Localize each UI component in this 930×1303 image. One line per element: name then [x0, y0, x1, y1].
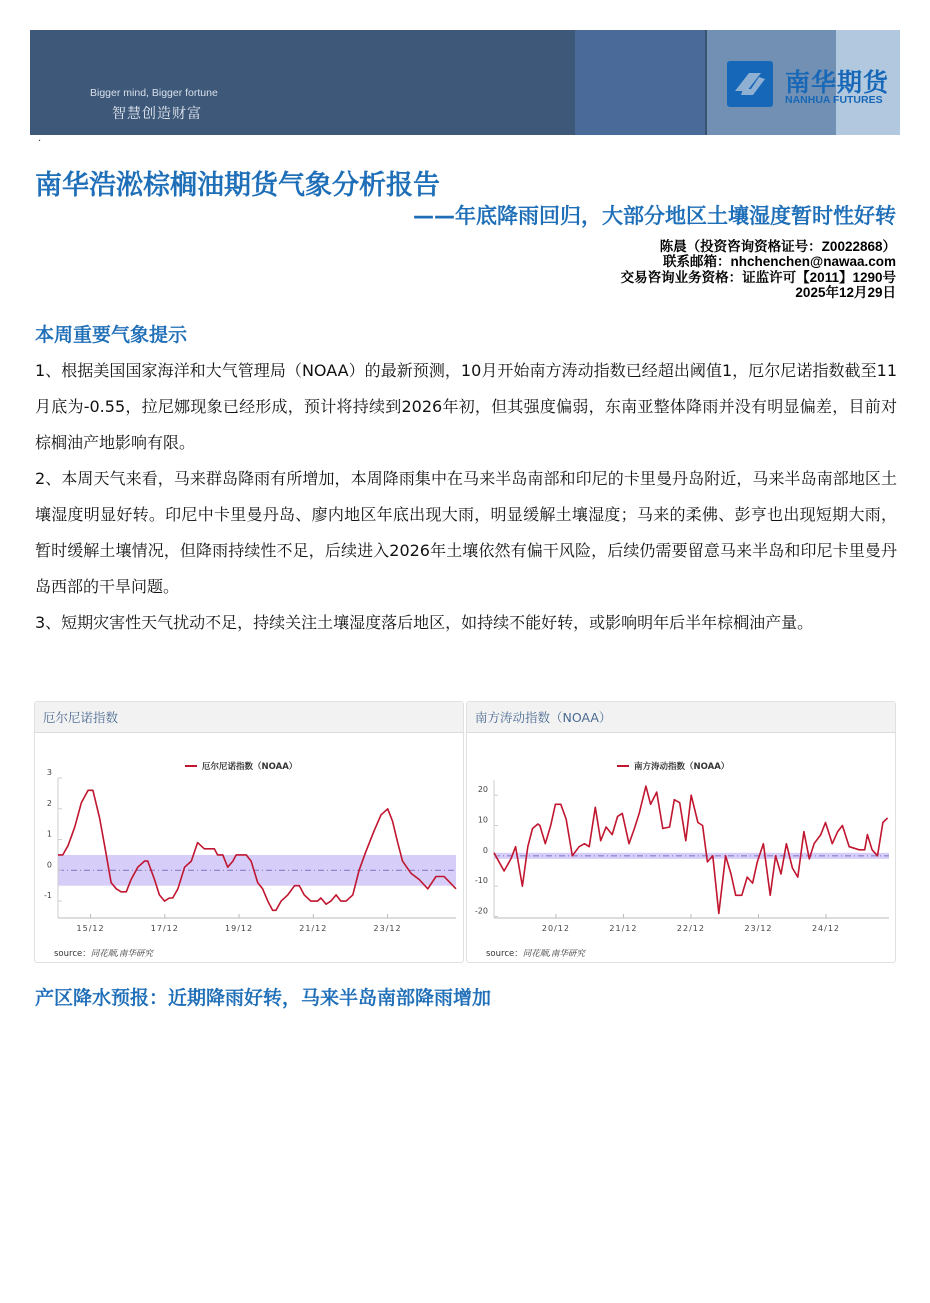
chart-source [54, 948, 154, 959]
y-tick-label: 10 [477, 815, 488, 825]
x-tick-label: 15/12 [76, 924, 105, 933]
chart-card-soi [466, 701, 896, 963]
y-tick-label: -10 [474, 876, 488, 886]
paragraph: 2、本周天气来看，马来群岛降雨有所增加，本周降雨集中在马来半岛南部和印尼的卡里曼丹岛附近，马来半岛南部地区土壤湿度明显好转。印尼中卡里曼丹岛、廖内地区年底出现大雨，明显缓解土壤湿度；马来的柔佛、彭亨也出现短期大雨，暂时缓解土壤情况，但降雨持续性不足，后续进入2026年土壤依然有偏干风险，后续仍需要留意马来半岛和印尼卡里曼丹岛西部的干旱问题。 [35, 469, 897, 596]
y-tick-label: 1 [46, 829, 52, 839]
license: 交易咨询业务资格：证监许可【2011】1290号 [620, 269, 896, 285]
marker: · [38, 136, 42, 147]
x-tick-label: 22/12 [676, 924, 705, 933]
x-tick-label: 23/12 [373, 924, 402, 933]
header-banner [30, 30, 900, 135]
chart-source [486, 948, 586, 959]
report-date: 2025年12月29日 [795, 284, 896, 300]
series-line [58, 790, 456, 910]
x-tick-label: 23/12 [744, 924, 773, 933]
slogan-en: Bigger mind, Bigger fortune [90, 87, 218, 99]
y-tick-label: -1 [44, 891, 52, 901]
source-label: source： [486, 949, 523, 959]
section-heading-rainfall-forecast: 产区降水预报：近期降雨好转，马来半岛南部降雨增加 [35, 987, 492, 1009]
legend-label: 厄尔尼诺指数（NOAA） [202, 762, 298, 772]
source-detail: 同花顺,南华研究 [522, 949, 585, 959]
source-detail: 同花顺,南华研究 [90, 949, 153, 959]
x-tick-label: 24/12 [811, 924, 841, 933]
y-tick-label: -20 [474, 906, 488, 916]
soi-chart [467, 702, 897, 964]
y-tick-label: 3 [46, 768, 52, 777]
paragraph: 3、短期灾害性天气扰动不足，持续关注土壤湿度落后地区，如持续不能好转，或影响明年后半年棕榈油产量。 [35, 613, 814, 632]
source-label: source： [54, 949, 91, 959]
chart-title: 南方涛动指数（NOAA） [467, 702, 895, 733]
x-tick-label: 17/12 [150, 924, 179, 933]
oni-chart [35, 702, 465, 964]
x-tick-label: 21/12 [299, 924, 328, 933]
report-title: 南华浩淞棕榈油期货气象分析报告 [35, 170, 440, 201]
author-email: 联系邮箱：nhchenchen@nawaa.com [663, 254, 896, 270]
x-tick-label: 19/12 [225, 924, 254, 933]
legend-label: 南方涛动指数（NOAA） [634, 762, 730, 772]
slogan-cn: 智慧创造财富 [112, 106, 202, 122]
banner-stripe [575, 30, 705, 135]
paragraph: 1、根据美国国家海洋和大气管理局（NOAA）的最新预测，10月开始南方涛动指数已经超出阈值1，厄尔尼诺指数截至11月底为-0.55，拉尼娜现象已经形成，预计将持续到2026年初，但其强度偏弱，东南亚整体降雨并没有明显偏差，目前对棕榈油产地影响有限。 [35, 361, 897, 452]
y-tick-label: 0 [46, 860, 52, 870]
chart-card-oni [34, 701, 464, 963]
logo-text-cn: 南华期货 [785, 68, 890, 97]
author-info [621, 239, 896, 300]
x-tick-label: 20/12 [541, 924, 570, 933]
section-heading-weather-tips: 本周重要气象提示 [35, 324, 188, 346]
nanhua-logo-icon [727, 61, 773, 107]
x-tick-label: 21/12 [609, 924, 638, 933]
series-line [494, 786, 888, 913]
y-tick-label: 20 [477, 785, 488, 795]
report-subtitle: ——年底降雨回归，大部分地区土壤湿度暂时性好转 [413, 204, 896, 228]
y-tick-label: 2 [46, 798, 52, 808]
logo-text-en: NANHUA FUTURES [785, 94, 883, 106]
author-name: 陈晨（投资咨询资格证号：Z0022868） [659, 239, 896, 254]
y-tick-label: 0 [482, 845, 488, 855]
chart-title: 厄尔尼诺指数 [35, 702, 463, 733]
weather-tips-body [35, 353, 897, 641]
